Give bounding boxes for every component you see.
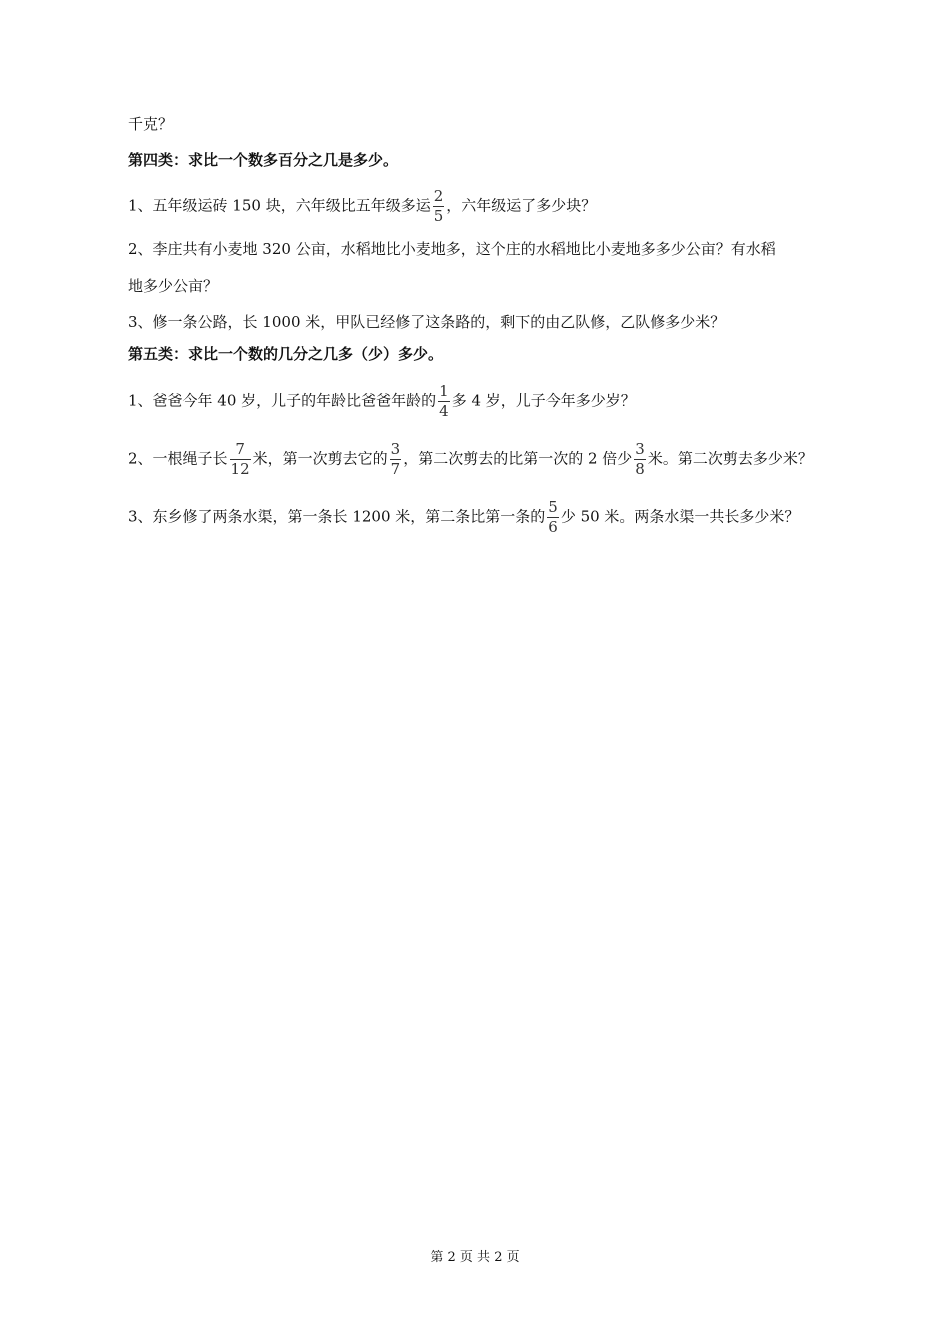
text-span: ，六年级运了多少块？ [446,196,597,215]
text-span: 2、一根绳子长 [128,449,228,468]
text-span: 2、李庄共有小麦地 320 公亩，水稻地比小麦地多，这个庄的水稻地比小麦地多多少公亩？有水稻 [128,240,776,258]
question-4-3 [128,312,725,332]
question-5-1 [128,383,636,420]
fraction-denominator: 7 [390,460,401,478]
fraction-denominator: 5 [433,207,444,225]
question-5-2 [128,441,813,478]
page-footer [0,1246,950,1265]
fraction [230,441,251,478]
fraction [433,188,445,225]
fraction-denominator: 4 [439,402,449,420]
text-span: ，第二次剪去的比第一次的 2 倍少 [403,449,633,468]
question-5-3 [128,499,799,536]
text-span: 1、爸爸今年 40 岁，儿子的年龄比爸爸年龄的 [128,391,437,410]
fraction [547,499,559,536]
text-span: 少 50 米。两条水渠一共长多少米？ [560,507,800,526]
fraction [634,441,646,478]
fraction-denominator: 6 [548,518,558,536]
fraction [390,441,402,478]
page-number-text: 第 2 页 共 2 页 [430,1250,520,1265]
fraction-numerator: 2 [433,187,444,205]
section-heading-5 [128,344,443,364]
text-span: 米。第二次剪去多少米？ [647,449,813,468]
continuation-text [128,114,173,134]
section-heading-4 [128,150,398,170]
fraction-denominator: 12 [230,460,250,478]
fraction-numerator: 3 [635,440,645,458]
fraction [438,383,450,420]
text-span: 1、五年级运砖 150 块，六年级比五年级多运 [128,196,431,215]
fraction-numerator: 1 [439,382,449,400]
text-span: 地多少公亩？ [128,277,219,295]
text-span: 米，第一次剪去它的 [252,449,388,468]
fraction-denominator: 8 [635,460,645,478]
heading-text: 第五类：求比一个数的几分之几多（少）多少。 [128,345,444,363]
fraction-numerator: 7 [235,440,245,458]
text-span: 多 4 岁，儿子今年多少岁？ [451,391,636,410]
text-span: 千克？ [128,115,174,133]
text-span: 3、修一条公路，长 1000 米，甲队已经修了这条路的，剩下的由乙队修，乙队修多少米？ [128,313,726,331]
question-4-2-line2 [128,276,218,296]
heading-text: 第四类：求比一个数多百分之几是多少。 [128,151,399,169]
fraction-numerator: 3 [390,440,401,458]
fraction-numerator: 5 [548,498,558,516]
question-4-1 [128,188,596,225]
question-4-2-line1 [128,239,776,259]
text-span: 3、东乡修了两条水渠，第一条长 1200 米，第二条比第一条的 [128,507,546,526]
